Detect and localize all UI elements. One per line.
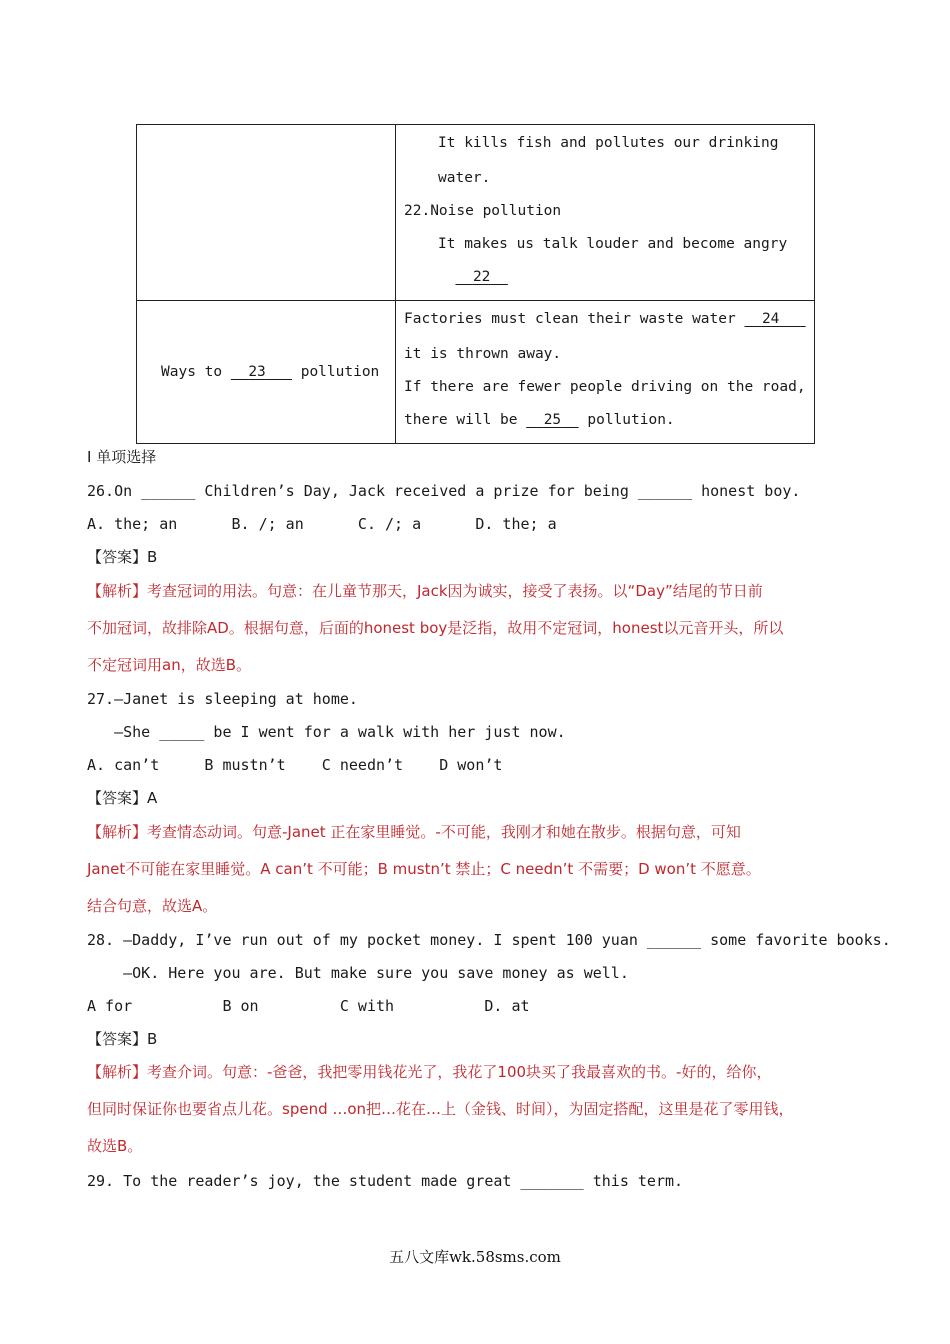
question-28-reply: —OK. Here you are. But make sure you save money as well. [87,964,629,982]
table-line: It kills fish and pollutes our drinking [438,135,779,151]
section-heading: I 单项选择 [87,448,157,466]
page-footer: 五八文库wk.58sms.com [389,1248,561,1266]
table-line: it is thrown away. [404,346,562,362]
analysis-26-line: 不定冠词用an，故选B。 [87,656,251,674]
table-line: If there are fewer people driving on the road, [404,379,806,395]
table-cell-ways-detail [396,301,815,444]
question-28: 28. —Daddy, I’ve run out of my pocket money. I spent 100 yuan ______ some favorite books. [87,931,891,949]
table-row [137,301,815,444]
options-27: A. can’t B mustn’t C needn’t D won’t [87,756,503,774]
analysis-26-line: 不加冠词，故排除AD。根据句意，后面的honest boy是泛指，故用不定冠词，honest以元音开头，所以 [87,619,784,637]
table-line: water. [438,170,491,186]
question-27-reply: —She _____ be I went for a walk with her just now. [87,723,566,741]
analysis-28-line: 但同时保证你也要省点儿花。spend …on把…花在…上（金钱、时间），为固定搭配，这里是花了零用钱， [87,1100,794,1118]
analysis-27-line: 结合句意，故选A。 [87,897,218,915]
table-line-heading: 22.Noise pollution [404,203,562,219]
pollution-table [136,124,815,444]
analysis-28-line: 【解析】考查介词。句意：-爸爸，我把零用钱花光了，我花了100块买了我最喜欢的书。-好的，给你， [87,1063,772,1081]
question-27: 27.—Janet is sleeping at home. [87,690,358,708]
options-28: A for B on C with D. at [87,997,530,1015]
answer-28: 【答案】B [87,1030,158,1048]
answer-27: 【答案】A [87,789,158,807]
answer-26: 【答案】B [87,548,158,566]
options-26: A. the; an B. /; an C. /; a D. the; a [87,515,557,533]
table-line: It makes us talk louder and become angry [438,236,788,252]
analysis-28-line: 故选B。 [87,1137,143,1155]
analysis-27-line: Janet不可能在家里睡觉。A can’t 不可能；B mustn’t 禁止；C needn’t 不需要；D won’t 不愿意。 [87,860,761,878]
table-line: Factories must clean their waste water 24 [404,301,814,338]
table-cell-ways: Ways to 23 pollution [137,301,396,444]
blank-25: 25 [543,412,562,428]
question-26: 26.On ______ Children’s Day, Jack received a prize for being ______ honest boy. [87,482,801,500]
table-row [137,125,815,301]
blank-23: 23 [248,364,266,380]
table-line: there will be 25 pollution. [404,404,814,437]
table-cell-effects [396,125,815,301]
question-29: 29. To the reader’s joy, the student made great _______ this term. [87,1172,684,1190]
analysis-26-line: 【解析】考查冠词的用法。句意：在儿童节那天，Jack因为诚实，接受了表扬。以“Day”结尾的节日前 [87,582,763,600]
blank-22: 22 [472,269,491,285]
table-line-blank [404,261,814,294]
table-cell-empty [137,125,396,301]
blank-24: 24 [761,311,780,327]
analysis-27-line: 【解析】考查情态动词。句意-Janet 正在家里睡觉。-不可能，我刚才和她在散步。根据句意，可知 [87,823,741,841]
